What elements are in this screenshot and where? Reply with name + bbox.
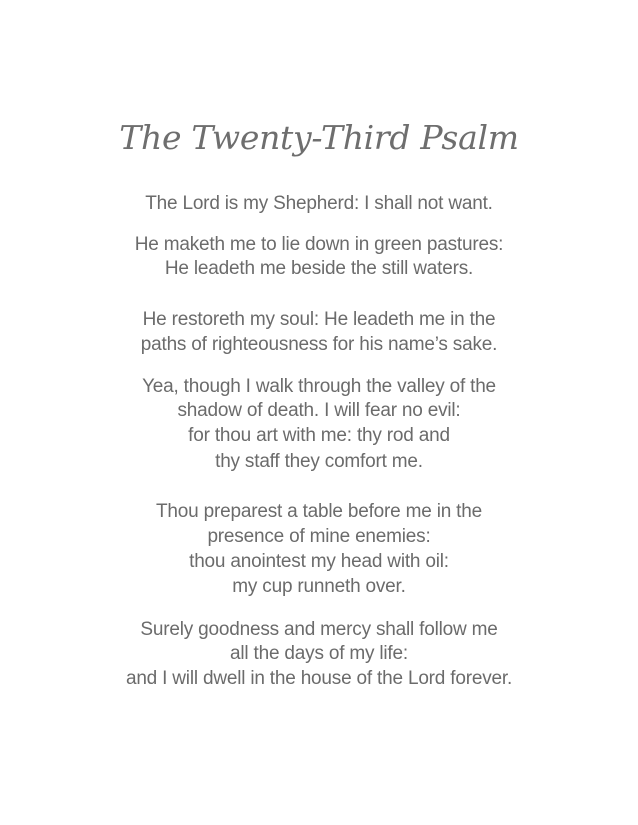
verse-line: He restoreth my soul: He leadeth me in the xyxy=(142,309,496,330)
verse-line: shadow of death. I will fear no evil: xyxy=(177,400,461,421)
page-title: The Twenty-Third Psalm xyxy=(119,118,519,157)
verse-line: Thou preparest a table before me in the xyxy=(156,501,482,522)
verse-line: The Lord is my Shepherd: I shall not want. xyxy=(145,193,493,214)
verse-line: Surely goodness and mercy shall follow me xyxy=(140,619,498,640)
verse-line: He leadeth me beside the still waters. xyxy=(164,258,474,279)
verse-line: and I will dwell in the house of the Lord forever. xyxy=(125,668,513,689)
verse-line: all the days of my life: xyxy=(230,643,408,664)
verse-line: my cup runneth over. xyxy=(232,576,406,597)
verse-line: presence of mine enemies: xyxy=(207,526,431,547)
verse-line: Yea, though I walk through the valley of the xyxy=(142,376,496,397)
verse-line: paths of righteousness for his name’s sake. xyxy=(140,334,498,355)
verse-line: for thou art with me: thy rod and xyxy=(188,425,450,446)
verse-line: thou anointest my head with oil: xyxy=(189,551,449,572)
verse-line: He maketh me to lie down in green pastures: xyxy=(134,234,504,255)
verse-line: thy staff they comfort me. xyxy=(215,451,423,472)
